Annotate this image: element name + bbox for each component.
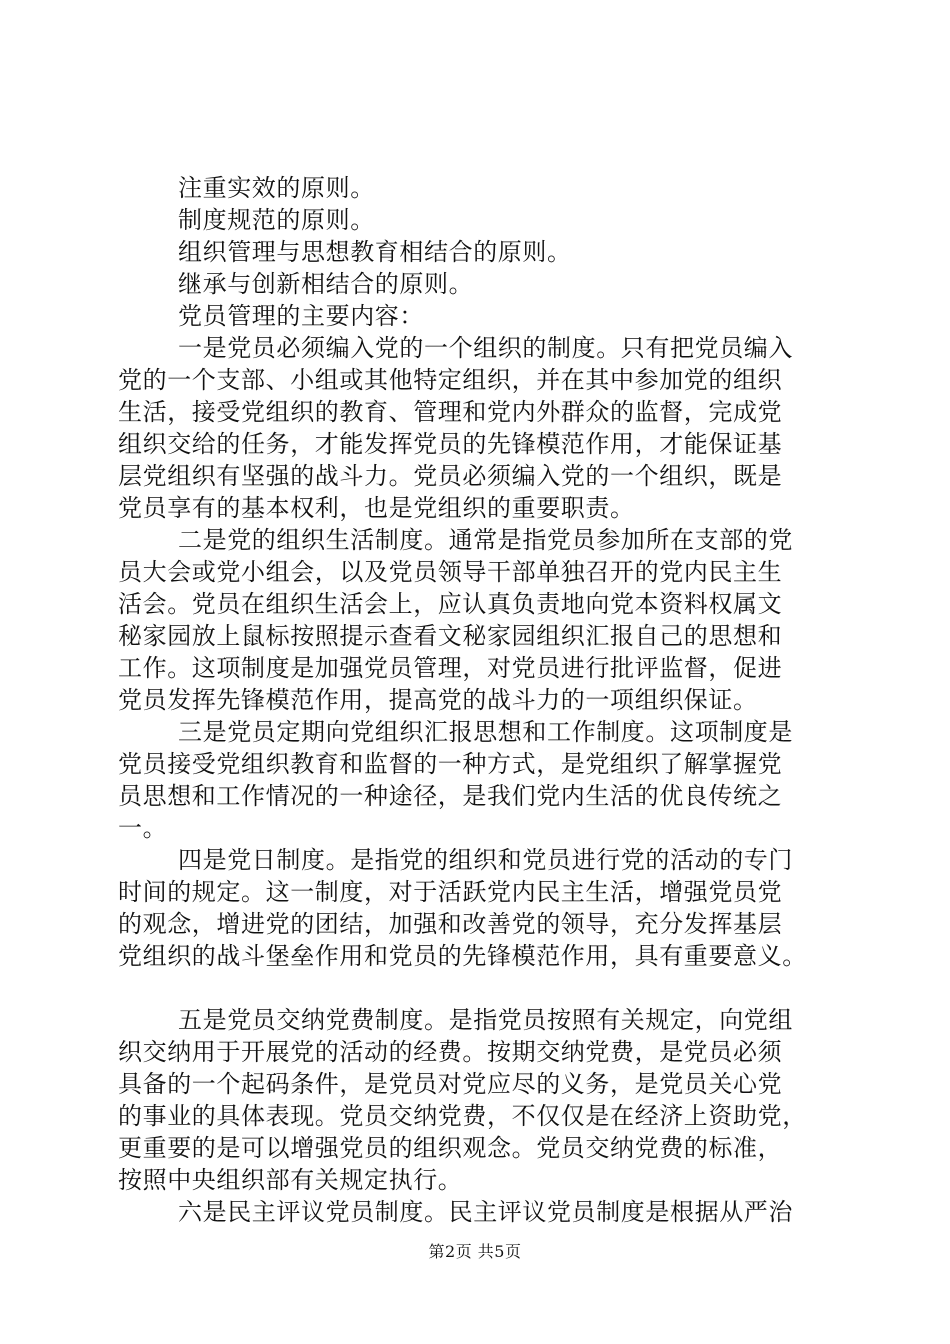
text-line: 组织交给的任务，才能发挥党员的先锋模范作用，才能保证基 bbox=[118, 430, 783, 458]
text-line: 六是民主评议党员制度。民主评议党员制度是根据从严治 bbox=[178, 1198, 793, 1226]
text-line: 的观念，增进党的团结，加强和改善党的领导，充分发挥基层 bbox=[118, 910, 783, 938]
text-line: 党员管理的主要内容： bbox=[178, 302, 424, 330]
text-line: 时间的规定。这一制度，对于活跃党内民主生活，增强党员党 bbox=[118, 878, 783, 906]
text-line: 工作。这项制度是加强党员管理，对党员进行批评监督，促进 bbox=[118, 654, 783, 682]
text-line: 秘家园放上鼠标按照提示查看文秘家园组织汇报自己的思想和 bbox=[118, 622, 783, 650]
text-line: 党组织的战斗堡垒作用和党员的先锋模范作用，具有重要意义。 bbox=[118, 942, 807, 970]
page-footer bbox=[0, 1242, 950, 1262]
text-line: 层党组织有坚强的战斗力。党员必须编入党的一个组织，既是 bbox=[118, 462, 783, 490]
text-line: 三是党员定期向党组织汇报思想和工作制度。这项制度是 bbox=[178, 718, 793, 746]
text-line: 二是党的组织生活制度。通常是指党员参加所在支部的党 bbox=[178, 526, 793, 554]
text-line: 四是党日制度。是指党的组织和党员进行党的活动的专门 bbox=[178, 846, 793, 874]
text-line: 组织管理与思想教育相结合的原则。 bbox=[178, 238, 572, 266]
text-line: 织交纳用于开展党的活动的经费。按期交纳党费，是党员必须 bbox=[118, 1038, 783, 1066]
text-line: 员大会或党小组会，以及党员领导干部单独召开的党内民主生 bbox=[118, 558, 783, 586]
text-line: 五是党员交纳党费制度。是指党员按照有关规定，向党组 bbox=[178, 1006, 793, 1034]
text-line: 注重实效的原则。 bbox=[178, 174, 375, 202]
text-line: 生活，接受党组织的教育、管理和党内外群众的监督，完成党 bbox=[118, 398, 783, 426]
text-line: 一是党员必须编入党的一个组织的制度。只有把党员编入 bbox=[178, 334, 793, 362]
text-line: 员思想和工作情况的一种途径，是我们党内生活的优良传统之 bbox=[118, 782, 783, 810]
text-line: 党员享有的基本权利，也是党组织的重要职责。 bbox=[118, 494, 635, 522]
text-line: 继承与创新相结合的原则。 bbox=[178, 270, 474, 298]
text-line: 更重要的是可以增强党员的组织观念。党员交纳党费的标准， bbox=[118, 1134, 783, 1162]
text-line: 具备的一个起码条件，是党员对党应尽的义务，是党员关心党 bbox=[118, 1070, 783, 1098]
text-line: 党的一个支部、小组或其他特定组织，并在其中参加党的组织 bbox=[118, 366, 783, 394]
page-number-label: 第2页 共5页 bbox=[428, 1242, 522, 1261]
text-line: 一。 bbox=[118, 814, 168, 842]
text-line: 党员接受党组织教育和监督的一种方式，是党组织了解掌握党 bbox=[118, 750, 783, 778]
text-line: 的事业的具体表现。党员交纳党费，不仅仅是在经济上资助党， bbox=[118, 1102, 807, 1130]
text-line: 制度规范的原则。 bbox=[178, 206, 375, 234]
text-line: 党员发挥先锋模范作用，提高党的战斗力的一项组织保证。 bbox=[118, 686, 758, 714]
text-line: 活会。党员在组织生活会上，应认真负责地向党本资料权属文 bbox=[118, 590, 783, 618]
text-line: 按照中央组织部有关规定执行。 bbox=[118, 1166, 463, 1194]
